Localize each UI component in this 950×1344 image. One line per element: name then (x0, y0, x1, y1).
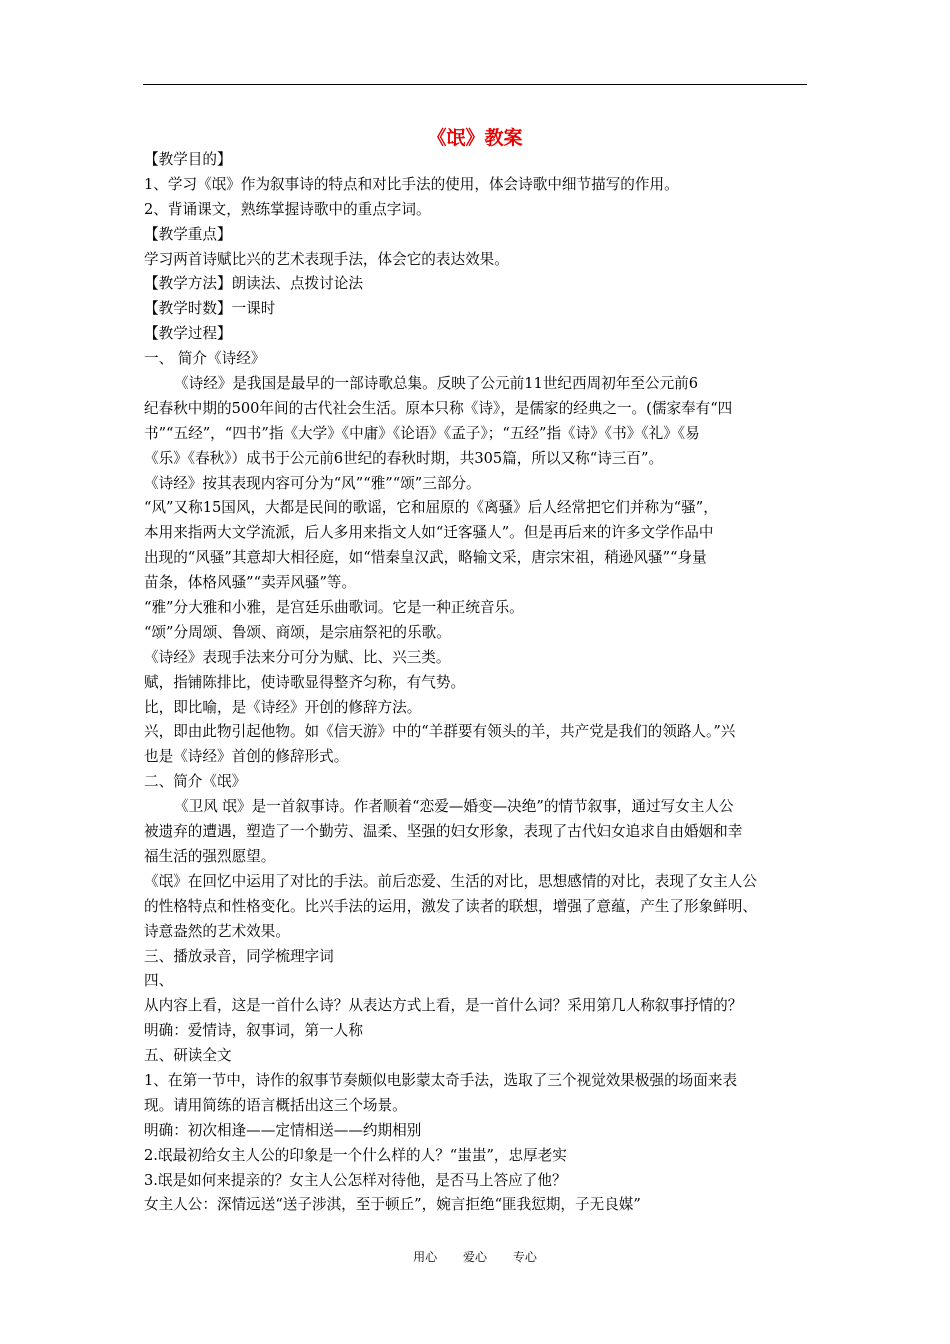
text-line: 女主人公：深情远送“送子涉淇，至于顿丘”，婉言拒绝“匪我愆期，子无良媒” (144, 1196, 641, 1214)
text-line: 【教学方法】朗读法、点拨讨论法 (144, 275, 363, 293)
text-line: 《诗经》表现手法来分可分为赋、比、兴三类。 (144, 648, 451, 666)
text-line: 本用来指两大文学流派，后人多用来指文人如“迁客骚人”。但是再后来的许多文学作品中 (144, 524, 714, 542)
header-rule (143, 84, 807, 85)
text-line: “颂”分周颂、鲁颂、商颂，是宗庙祭祀的乐歌。 (144, 623, 451, 641)
text-line: 被遗弃的遭遇，塑造了一个勤劳、温柔、坚强的妇女形象，表现了古代妇女追求自由婚姻和幸 (144, 823, 743, 841)
text-line: 《诗经》是我国是最早的一部诗歌总集。反映了公元前11世纪西周初年至公元前6 (174, 375, 699, 393)
page-footer (0, 1249, 950, 1265)
text-line: 明确：初次相逢——定情相送——约期相别 (144, 1121, 422, 1139)
text-line: 五、研读全文 (144, 1047, 232, 1065)
text-line: 《氓》在回忆中运用了对比的手法。前后恋爱、生活的对比，思想感情的对比，表现了女主人公 (144, 872, 757, 890)
text-line: 2、背诵课文，熟练掌握诗歌中的重点字词。 (144, 200, 431, 218)
text-line: 出现的“风骚”其意却大相径庭，如“惜秦皇汉武，略输文采，唐宗宋祖，稍逊风骚”“身量 (144, 549, 707, 567)
text-line: 一、 简介《诗经》 (144, 350, 266, 368)
text-line: 明确：爱情诗，叙事词，第一人称 (144, 1022, 363, 1040)
text-line: 的性格特点和性格变化。比兴手法的运用，激发了读者的联想，增强了意蕴，产生了形象鲜明、 (144, 897, 757, 915)
text-line: 从内容上看，这是一首什么诗？从表达方式上看，是一首什么词？采用第几人称叙事抒情的？ (144, 997, 743, 1015)
text-line: 2.氓最初给女主人公的印象是一个什么样的人？“蚩蚩”，忠厚老实 (144, 1146, 567, 1164)
text-line: 《乐》《春秋》）成书于公元前6世纪的春秋时期，共305篇，所以又称“诗三百”。 (144, 449, 664, 467)
text-line: “雅”分大雅和小雅，是宫廷乐曲歌词。它是一种正统音乐。 (144, 599, 524, 617)
footer-item: 专心 (512, 1250, 537, 1264)
text-line: 【教学时数】一课时 (144, 300, 276, 318)
text-line: 苗条，体格风骚”“卖弄风骚”等。 (144, 574, 357, 592)
text-line: 【教学重点】 (144, 225, 232, 243)
footer-item: 爱心 (462, 1250, 487, 1264)
text-line: 【教学过程】 (144, 325, 232, 343)
text-line: 书”“五经”，“四书”指《大学》《中庸》《论语》《孟子》；“五经”指《诗》《书》《礼》《易 (144, 424, 700, 442)
text-line: 福生活的强烈愿望。 (144, 847, 276, 865)
footer-item: 用心 (413, 1250, 438, 1264)
text-line: 诗意盎然的艺术效果。 (144, 922, 290, 940)
text-line: 《卫风 氓》是一首叙事诗。作者顺着“恋爱—婚变—决绝”的情节叙事，通过写女主人公 (174, 798, 734, 816)
document-body (144, 148, 812, 1218)
text-line: 纪春秋中期的500年间的古代社会生活。原本只称《诗》，是儒家的经典之一。(儒家奉有“四 (144, 399, 733, 417)
text-line: 比，即比喻，是《诗经》开创的修辞方法。 (144, 698, 422, 716)
text-line: 四、 (144, 972, 174, 990)
text-line: 1、在第一节中，诗作的叙事节奏颇似电影蒙太奇手法，选取了三个视觉效果极强的场面来表 (144, 1071, 738, 1089)
document-title: 《氓》教案 (427, 127, 523, 149)
text-line: 1、学习《氓》作为叙事诗的特点和对比手法的使用，体会诗歌中细节描写的作用。 (144, 175, 679, 193)
text-line: 赋，指铺陈排比，使诗歌显得整齐匀称，有气势。 (144, 673, 466, 691)
text-line: 学习两首诗赋比兴的艺术表现手法，体会它的表达效果。 (144, 250, 509, 268)
text-line: 3.氓是如何来提亲的？女主人公怎样对待他，是否马上答应了他？ (144, 1171, 567, 1189)
text-line: 【教学目的】 (144, 151, 232, 168)
text-line: 也是《诗经》首创的修辞形式。 (144, 748, 349, 766)
text-line: 三、播放录音，同学梳理字词 (144, 947, 334, 965)
text-line: “风”又称15国风，大都是民间的歌谣，它和屈原的《离骚》后人经常把它们并称为“骚”， (144, 499, 718, 517)
text-line: 《诗经》按其表现内容可分为“风”“雅”“颂”三部分。 (144, 474, 481, 492)
text-line: 现。请用简练的语言概括出这三个场景。 (144, 1096, 407, 1114)
text-line: 二、简介《氓》 (144, 773, 247, 791)
text-line: 兴，即由此物引起他物。如《信天游》中的“羊群要有领头的羊，共产党是我们的领路人。”兴 (144, 723, 736, 741)
